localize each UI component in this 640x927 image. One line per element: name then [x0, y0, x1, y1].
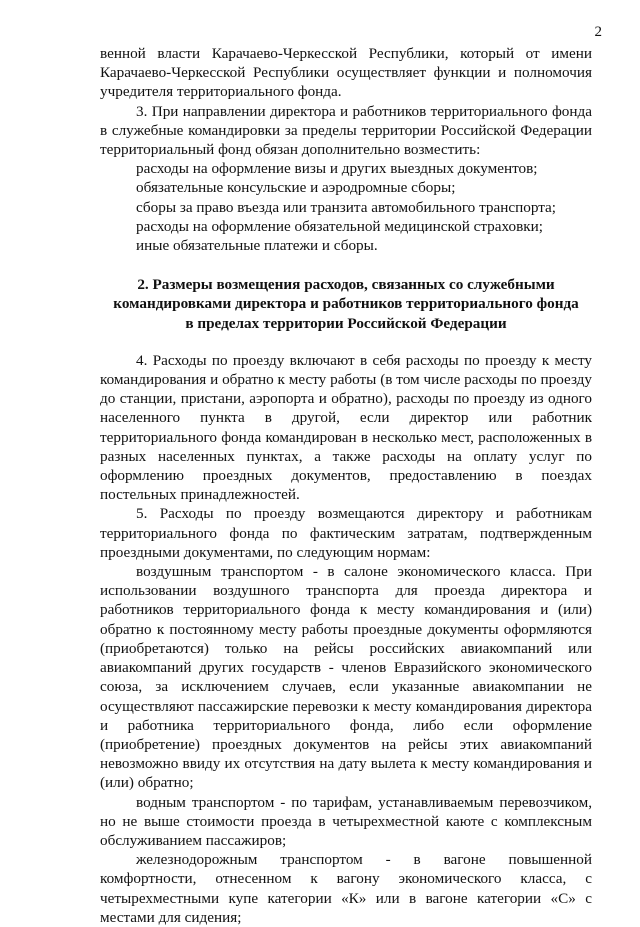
paragraph-water-transport: водным транспортом - по тарифам, устанавливаемым перевозчиком, но не выше стоимости проезда в четырехместной каюте с комплексным обслуживанием пассажиров; [100, 793, 592, 849]
paragraph-rail-transport: железнодорожным транспортом - в вагоне повышенной комфортности, отнесенном к вагону экономического класса, с четырехместными купе категории «К» или в вагоне категории «С» с местами для сидения; [100, 851, 592, 926]
page-number: 2 [594, 24, 602, 40]
list-item: расходы на оформление визы и других выездных документов; [136, 160, 538, 178]
paragraph-item-5: 5. Расходы по проезду возмещаются директору и работникам территориального фонда по фактическим затратам, подтвержденным проездными документами, по следующим нормам: [100, 505, 592, 561]
section-heading [100, 275, 592, 333]
list-item: обязательные консульские и аэродромные сборы; [136, 179, 456, 197]
list-item: иные обязательные платежи и сборы. [136, 237, 378, 255]
paragraph-item-3: 3. При направлении директора и работников территориального фонда в служебные командировки за пределы территории Российской Федерации территориальный фонд обязан дополнительно возместить: [100, 102, 592, 159]
section-heading-line: 2. Размеры возмещения расходов, связанных со служебными [137, 276, 555, 294]
paragraph-continuation: венной власти Карачаево-Черкесской Республики, который от имени Карачаево-Черкесской Республики осуществляет функции и полномочия учредителя территориального фонда. [100, 45, 592, 101]
paragraph-item-4: 4. Расходы по проезду включают в себя расходы по проезду к месту командирования и обратно к месту работы (в том числе расходы по проезду до станции, пристани, аэропорта и обратно), расходы по проезду из одного населенного пункта в другой, если директор или работник территориального фонда командирован в несколько мест, расположенных в разных населенных пунктах, а также расходы на оплату услуг по оформлению проездных документов, предоставлению в поездах постельных принадлежностей. [100, 351, 592, 504]
section-heading-line: командировками директора и работников территориального фонда [113, 295, 579, 313]
paragraph-air-transport: воздушным транспортом - в салоне экономического класса. При использовании воздушного транспорта для проезда директора и работников территориального фонда к месту командирования и (или) обратно к постоянному месту работы проездные документы оформляются (приобретаются) только на рейсы российских авиакомпаний или авиакомпаний других государств - членов Евразийского экономического союза, за исключением случаев, если указанные авиакомпании не осуществляют пассажирские перевозки к месту командирования директора и работника территориального фонда, либо если оформление (приобретение) проездных документов на рейсы этих авиакомпаний невозможно ввиду их отсутствия на дату вылета к месту командирования и (или) обратно; [100, 563, 592, 792]
section-heading-line: в пределах территории Российской Федерации [185, 314, 507, 332]
list-item: расходы на оформление обязательной медицинской страховки; [136, 217, 544, 235]
list-item: сборы за право въезда или транзита автомобильного транспорта; [136, 198, 556, 216]
document-body [100, 44, 592, 927]
